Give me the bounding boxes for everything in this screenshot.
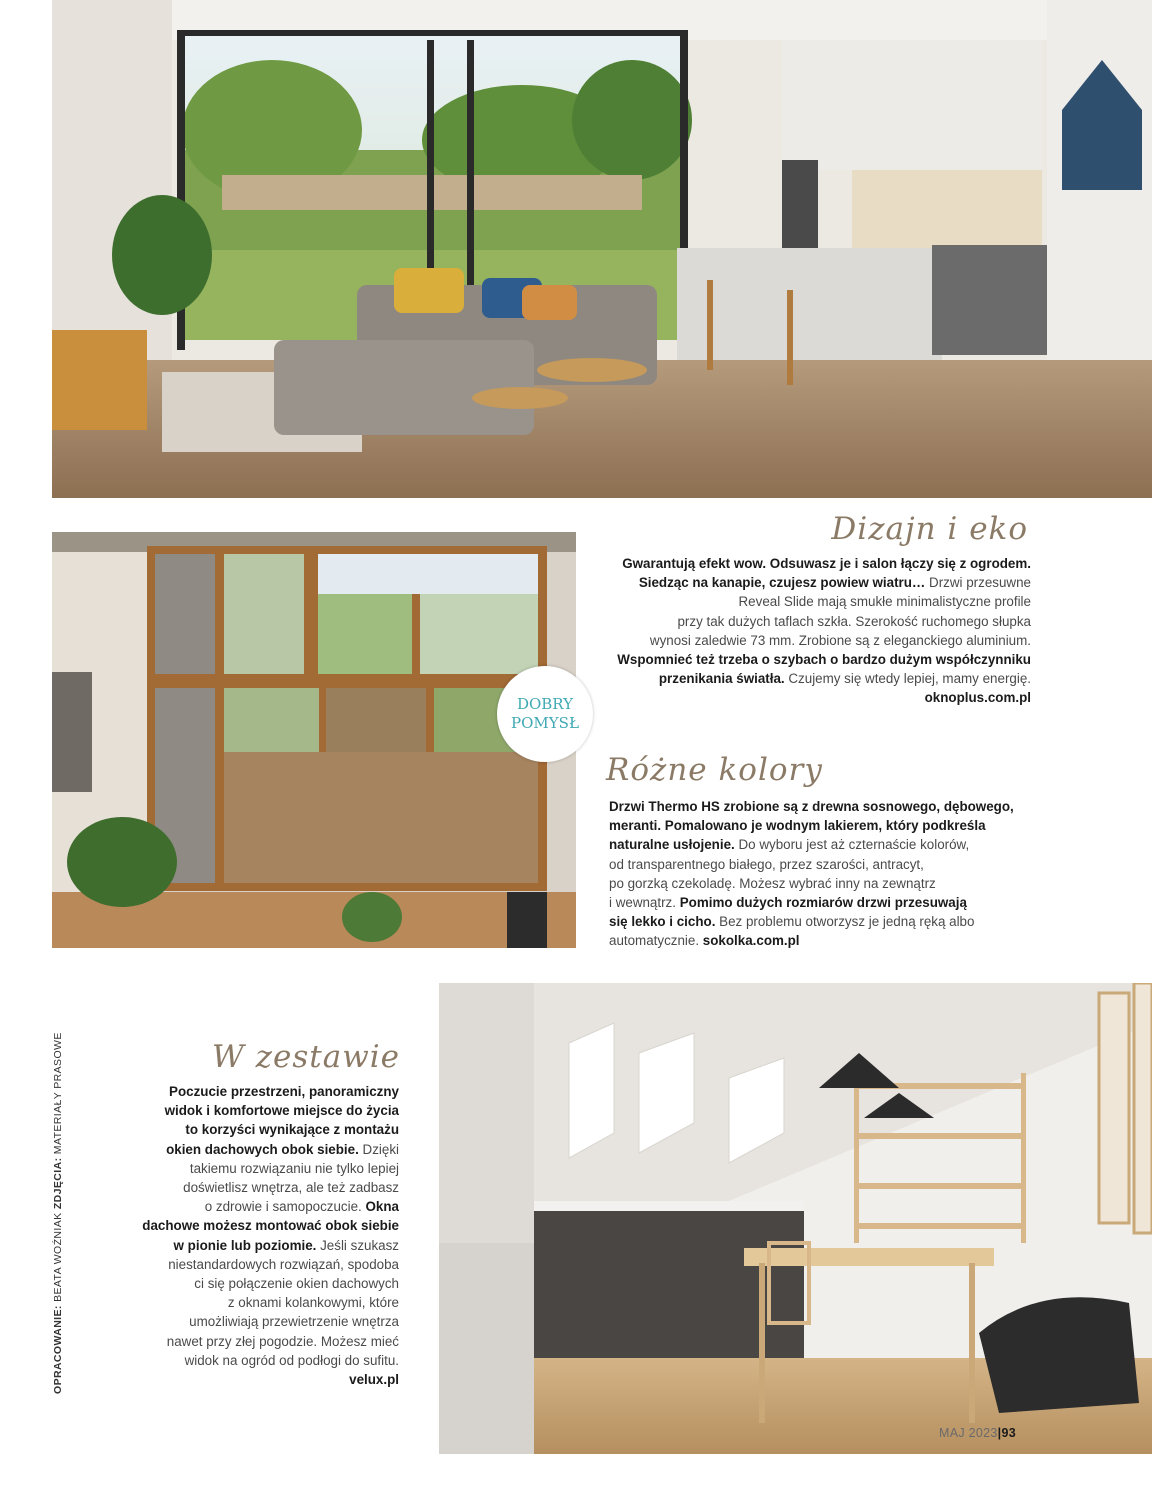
article-dizajn [617, 554, 1031, 708]
body-text: od transparentnego białego, przez szarości, antracyt, [609, 856, 924, 872]
wooden-windows-photo [52, 532, 576, 948]
bold-text: meranti. Pomalowano je wodnym lakierem, który podkreśla [609, 818, 986, 834]
article-line [617, 554, 1031, 573]
section-heading-zestawie: W zestawie [211, 1039, 400, 1075]
body-text: takiemu rozwiązaniu nie tylko lepiej [189, 1160, 399, 1176]
folio-page-number: 93 [1001, 1426, 1016, 1440]
article-line [617, 631, 1031, 650]
bold-text: się lekko i cicho. [609, 914, 716, 930]
article-line [609, 874, 1014, 893]
article-line [142, 1312, 399, 1331]
bold-text: to korzyści wynikające z montażu [185, 1122, 399, 1138]
body-text: ci się połączenie okien dachowych [194, 1276, 399, 1292]
body-text: umożliwiają przewietrzenie wnętrza [189, 1314, 399, 1330]
article-line [609, 912, 1014, 931]
section-heading-dizajn: Dizajn i eko [831, 511, 1028, 547]
bold-text: w pionie lub poziomie. [173, 1237, 317, 1253]
body-text: Dzięki [358, 1141, 399, 1157]
article-line [142, 1274, 399, 1293]
bold-text: velux.pl [349, 1372, 399, 1388]
article-line [142, 1082, 399, 1101]
folio-issue: MAJ 2023 [938, 1426, 998, 1440]
bold-text: Poczucie przestrzeni, panoramiczny [169, 1084, 399, 1099]
living-room-photo [52, 0, 1152, 498]
bold-text: dachowe możesz montować obok siebie [142, 1218, 399, 1234]
body-text: Reveal Slide mają smukłe minimalistyczne profile [738, 594, 1031, 610]
article-line [142, 1197, 399, 1216]
body-text: doświetlisz wnętrza, ale też zadbasz [183, 1180, 399, 1196]
bold-text: Siedząc na kanapie, czujesz powiew wiatru… [638, 575, 926, 591]
badge-line-2: POMYSŁ [511, 714, 579, 732]
article-line [617, 573, 1031, 592]
bold-text: okien dachowych obok siebie. [166, 1141, 359, 1157]
section-heading-kolory: Różne kolory [606, 752, 823, 788]
article-line [609, 835, 1014, 854]
article-line [142, 1255, 399, 1274]
article-line [142, 1140, 399, 1159]
credit-label-photos: ZDJĘCIA: [52, 1157, 64, 1210]
article-line [142, 1351, 399, 1370]
attic-kitchen-photo [439, 983, 1152, 1454]
article-line [142, 1370, 399, 1389]
bold-text: Drzwi Thermo HS zrobione są z drewna sosnowego, dębowego, [609, 799, 1014, 814]
body-text: i wewnątrz. [609, 895, 680, 911]
article-line [617, 650, 1031, 669]
article-line [609, 931, 1014, 950]
article-line [142, 1159, 399, 1178]
article-line [142, 1120, 399, 1139]
article-line [142, 1101, 399, 1120]
bold-text: Pomimo dużych rozmiarów drzwi przesuwają [679, 895, 967, 911]
bold-text: oknoplus.com.pl [924, 690, 1031, 706]
bold-text: sokolka.com.pl [702, 933, 800, 949]
article-line [609, 855, 1014, 874]
bold-text: Okna [365, 1199, 399, 1215]
credit-author: BEATA WOŹNIAK [52, 1209, 64, 1306]
bold-text: Gwarantują efekt wow. Odsuwasz je i salon łączy się z ogrodem. [622, 556, 1031, 571]
bold-text: Wspomnieć też trzeba o szybach o bardzo dużym współczynniku [617, 652, 1031, 668]
article-zestawie [142, 1082, 399, 1389]
article-line [142, 1178, 399, 1197]
article-line [609, 816, 1014, 835]
article-line [609, 797, 1014, 816]
body-text: niestandardowych rozwiązań, spodoba [168, 1256, 399, 1272]
article-kolory [609, 797, 1014, 951]
bold-text: naturalne usłojenie. [609, 837, 735, 853]
article-line [142, 1216, 399, 1235]
body-text: o zdrowie i samopoczucie. [204, 1199, 366, 1215]
body-text: Jeśli szukasz [316, 1237, 399, 1253]
article-line [142, 1332, 399, 1351]
page-folio [939, 1426, 1016, 1440]
body-text: Drzwi przesuwne [925, 575, 1031, 591]
credit-label-author: OPRACOWANIE: [52, 1305, 64, 1394]
photo-credits [52, 1032, 64, 1394]
body-text: widok na ogród od podłogi do sufitu. [184, 1352, 399, 1368]
body-text: Bez problemu otworzysz je jedną ręką albo [715, 914, 975, 930]
body-text: automatycznie. [609, 933, 703, 949]
dobry-pomysl-badge [497, 666, 593, 762]
article-line [617, 669, 1031, 688]
bold-text: przenikania światła. [658, 671, 785, 687]
badge-line-1: DOBRY [516, 695, 574, 713]
folio-separator: | [997, 1426, 1002, 1440]
body-text: Do wyboru jest aż czternaście kolorów, [734, 837, 970, 853]
article-line [617, 612, 1031, 631]
body-text: przy tak dużych taflach szkła. Szerokość ruchomego słupka [677, 613, 1031, 629]
body-text: nawet przy złej pogodzie. Możesz mieć [166, 1333, 399, 1349]
body-text: wynosi zaledwie 73 mm. Zrobione są z eleganckiego aluminium. [649, 632, 1031, 648]
bold-text: widok i komfortowe miejsce do życia [164, 1103, 399, 1119]
body-text: Czujemy się wtedy lepiej, mamy energię. [784, 671, 1031, 687]
article-line [617, 688, 1031, 707]
article-line [142, 1293, 399, 1312]
body-text: po gorzką czekoladę. Możesz wybrać inny na zewnątrz [609, 875, 936, 891]
credit-photos: MATERIAŁY PRASOWE [52, 1032, 64, 1158]
article-line [617, 592, 1031, 611]
article-line [609, 893, 1014, 912]
article-line [142, 1236, 399, 1255]
body-text: z oknami kolankowymi, które [227, 1295, 399, 1311]
